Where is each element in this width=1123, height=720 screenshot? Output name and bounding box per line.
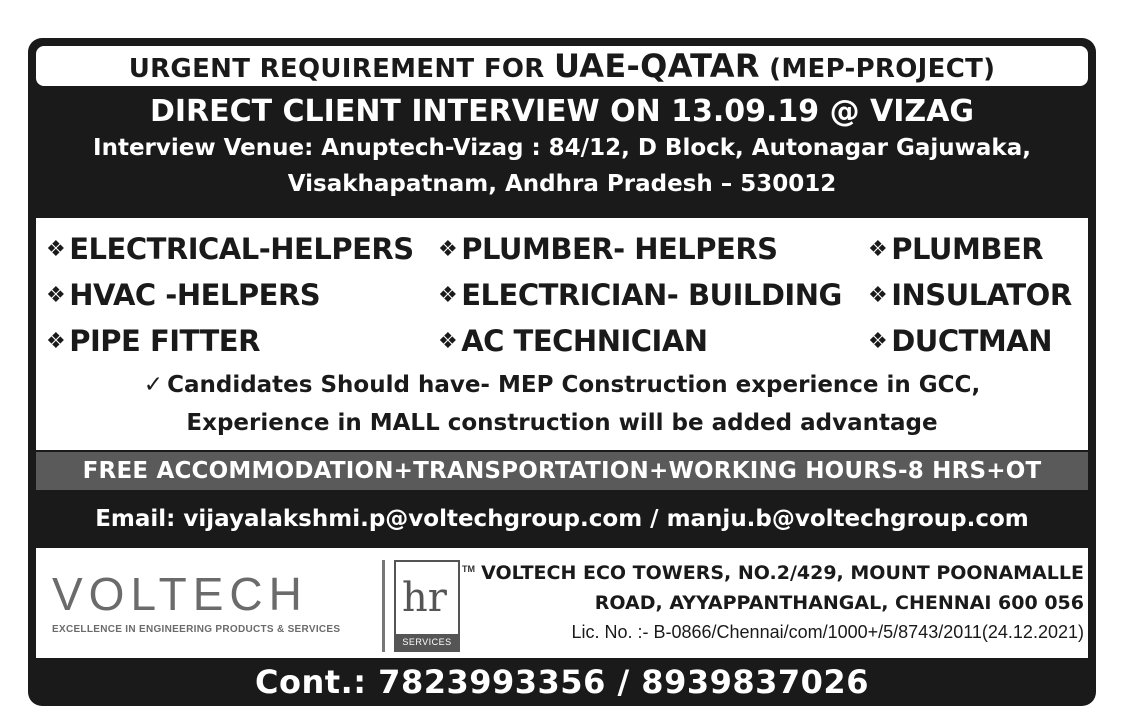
job-item <box>868 232 1043 266</box>
company-address <box>472 558 1084 618</box>
jobs-section <box>36 218 1088 450</box>
job-label: INSULATOR <box>891 278 1072 312</box>
job-item <box>438 324 708 358</box>
job-advertisement-poster <box>28 38 1096 706</box>
check-icon: ✓ <box>143 372 164 398</box>
requirement-line-1 <box>36 366 1088 404</box>
diamond-bullet-icon: ❖ <box>46 236 66 262</box>
voltech-logo <box>52 570 372 640</box>
diamond-bullet-icon: ❖ <box>46 328 66 354</box>
job-item <box>438 278 842 312</box>
job-label: DUCTMAN <box>891 324 1052 358</box>
job-label: ELECTRICAL-HELPERS <box>69 232 414 266</box>
email-line: Email: vijayalakshmi.p@voltechgroup.com / manju.b@voltechgroup.com <box>95 506 1029 532</box>
venue-line-2: Visakhapatnam, Andhra Pradesh – 530012 <box>287 171 837 197</box>
title-bar <box>36 46 1088 86</box>
job-item <box>868 278 1072 312</box>
job-item <box>46 278 320 312</box>
job-label: PLUMBER- HELPERS <box>461 232 778 266</box>
diamond-bullet-icon: ❖ <box>438 236 458 262</box>
diamond-bullet-icon: ❖ <box>46 282 66 308</box>
page-title <box>129 47 996 85</box>
diamond-bullet-icon: ❖ <box>438 328 458 354</box>
title-prefix: URGENT REQUIREMENT FOR <box>128 54 545 84</box>
job-label: PIPE FITTER <box>69 324 260 358</box>
interview-headline: DIRECT CLIENT INTERVIEW ON 13.09.19 @ VIZAG <box>149 94 975 129</box>
job-label: PLUMBER <box>891 232 1044 266</box>
job-label: ELECTRICIAN- BUILDING <box>461 278 842 312</box>
job-label: HVAC -HELPERS <box>69 278 321 312</box>
company-footer <box>36 548 1088 658</box>
contact-numbers: Cont.: 7823993356 / 8939837026 <box>255 663 869 701</box>
license-number: Lic. No. :- B-0866/Chennai/com/1000+/5/8743/2011(24.12.2021) <box>571 622 1084 642</box>
job-item <box>438 232 778 266</box>
diamond-bullet-icon: ❖ <box>868 236 888 262</box>
trademark-mark: TM <box>462 564 475 574</box>
benefits-bar: FREE ACCOMMODATION+TRANSPORTATION+WORKING HOURS-8 HRS+OT <box>36 452 1088 490</box>
diamond-bullet-icon: ❖ <box>868 328 888 354</box>
job-label: AC TECHNICIAN <box>461 324 708 358</box>
requirement-text-1: Candidates Should have- MEP Construction experience in GCC, <box>167 372 981 398</box>
hr-services-label: SERVICES <box>396 634 458 650</box>
title-suffix: (MEP-PROJECT) <box>769 54 996 84</box>
venue-line-1: Interview Venue: Anuptech-Vizag : 84/12, D Block, Autonagar Gajuwaka, <box>93 135 1031 161</box>
logo-wordmark: VOLTECH <box>52 568 308 620</box>
hr-services-logo <box>394 560 460 652</box>
job-item <box>868 324 1052 358</box>
job-item <box>46 324 260 358</box>
jobs-grid <box>42 224 1082 362</box>
logo-divider <box>382 560 385 652</box>
hr-logo-text: hr <box>402 575 447 621</box>
title-country: UAE-QATAR <box>553 47 760 85</box>
address-line-1: VOLTECH ECO TOWERS, NO.2/429, MOUNT POONAMALLE <box>481 562 1084 584</box>
requirement-line-2: Experience in MALL construction will be added advantage <box>186 410 938 436</box>
logo-tagline: EXCELLENCE IN ENGINEERING PRODUCTS & SERVICES <box>52 624 341 635</box>
diamond-bullet-icon: ❖ <box>868 282 888 308</box>
address-line-2: ROAD, AYYAPPANTHANGAL, CHENNAI 600 056 <box>594 592 1084 614</box>
job-item <box>46 232 414 266</box>
diamond-bullet-icon: ❖ <box>438 282 458 308</box>
requirements <box>36 366 1088 442</box>
